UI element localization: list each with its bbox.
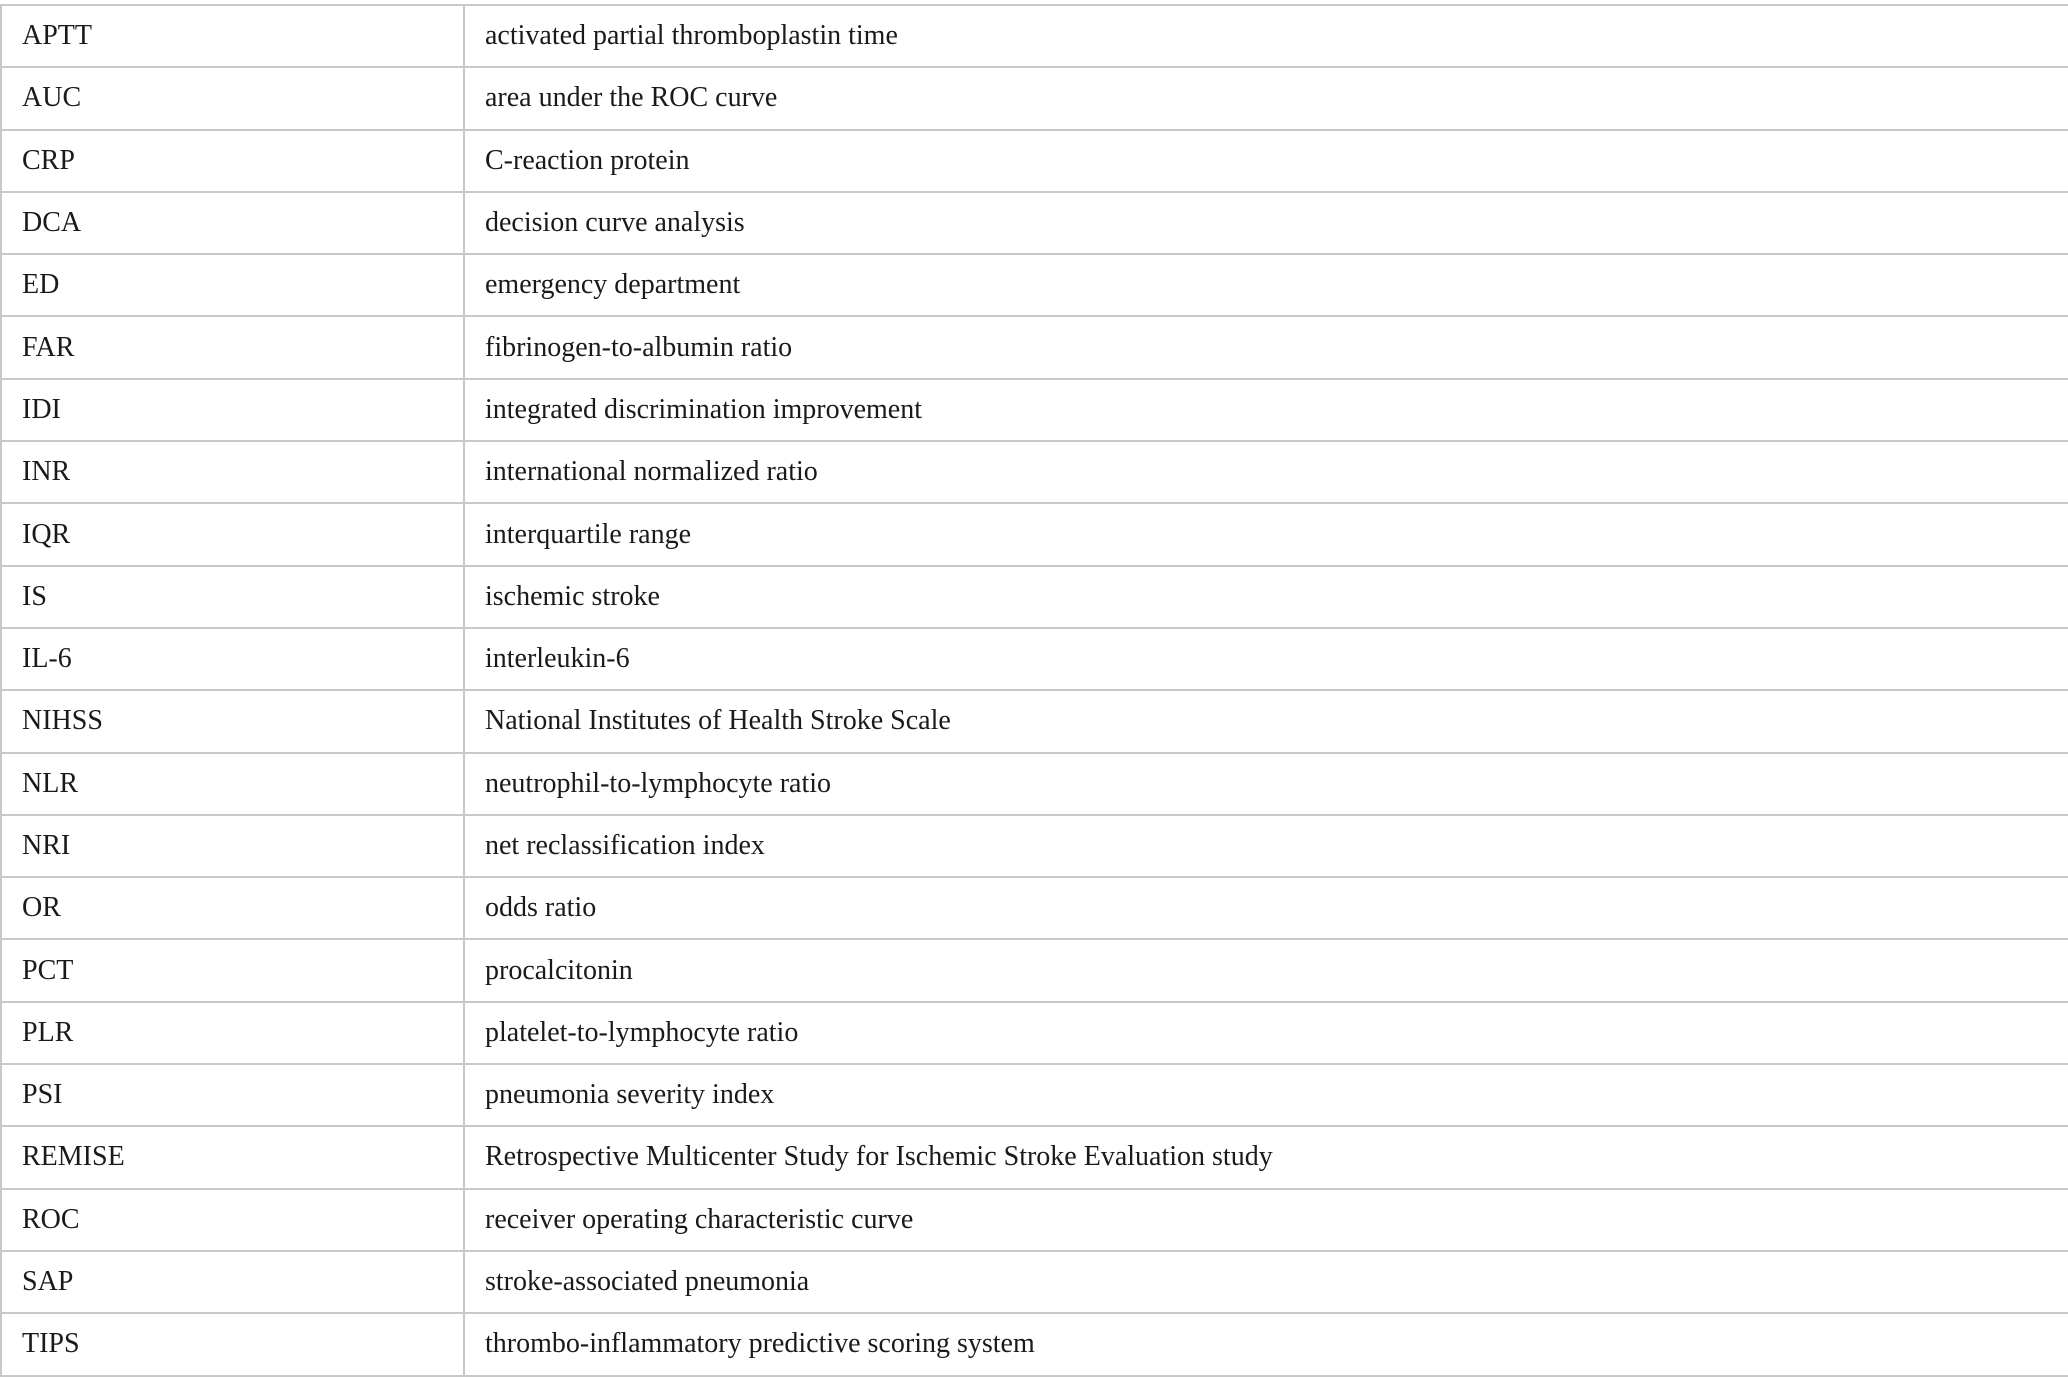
abbreviation-cell: IL-6 [1,628,464,690]
abbreviation-cell: NRI [1,815,464,877]
table-row [1,379,2068,441]
table-row [1,254,2068,316]
abbreviation-cell: IS [1,566,464,628]
abbreviation-cell: AUC [1,67,464,129]
table-row [1,566,2068,628]
definition-cell: international normalized ratio [464,441,2068,503]
definition-cell: neutrophil-to-lymphocyte ratio [464,753,2068,815]
definition-cell: Retrospective Multicenter Study for Ischemic Stroke Evaluation study [464,1126,2068,1188]
abbreviation-cell: IDI [1,379,464,441]
table-row [1,815,2068,877]
abbreviation-cell: FAR [1,316,464,378]
definition-cell: emergency department [464,254,2068,316]
abbreviation-cell: PCT [1,939,464,1001]
definition-cell: receiver operating characteristic curve [464,1189,2068,1251]
definition-cell: stroke-associated pneumonia [464,1251,2068,1313]
table-row [1,939,2068,1001]
abbreviation-cell: SAP [1,1251,464,1313]
abbreviation-cell: NLR [1,753,464,815]
table-row [1,1126,2068,1188]
abbreviation-cell: APTT [1,5,464,67]
definition-cell: decision curve analysis [464,192,2068,254]
definition-cell: integrated discrimination improvement [464,379,2068,441]
abbreviation-cell: ROC [1,1189,464,1251]
table-row [1,1064,2068,1126]
abbreviation-cell: TIPS [1,1313,464,1375]
definition-cell: area under the ROC curve [464,67,2068,129]
definition-cell: C-reaction protein [464,130,2068,192]
table-row [1,753,2068,815]
abbreviations-table-body [1,5,2068,1376]
table-row [1,1313,2068,1375]
abbreviation-cell: CRP [1,130,464,192]
definition-cell: net reclassification index [464,815,2068,877]
abbreviation-cell: INR [1,441,464,503]
table-row [1,316,2068,378]
table-row [1,690,2068,752]
table-row [1,1002,2068,1064]
abbreviation-cell: OR [1,877,464,939]
abbreviation-cell: IQR [1,503,464,565]
definition-cell: National Institutes of Health Stroke Scale [464,690,2068,752]
table-row [1,192,2068,254]
table-row [1,1251,2068,1313]
table-row [1,503,2068,565]
definition-cell: ischemic stroke [464,566,2068,628]
definition-cell: fibrinogen-to-albumin ratio [464,316,2068,378]
abbreviation-cell: NIHSS [1,690,464,752]
abbreviation-cell: DCA [1,192,464,254]
definition-cell: interquartile range [464,503,2068,565]
definition-cell: platelet-to-lymphocyte ratio [464,1002,2068,1064]
definition-cell: pneumonia severity index [464,1064,2068,1126]
abbreviations-table [0,4,2068,1377]
definition-cell: activated partial thromboplastin time [464,5,2068,67]
table-row [1,67,2068,129]
table-row [1,5,2068,67]
definition-cell: thrombo-inflammatory predictive scoring system [464,1313,2068,1375]
abbreviation-cell: PSI [1,1064,464,1126]
abbreviation-cell: PLR [1,1002,464,1064]
table-row [1,877,2068,939]
abbreviation-cell: REMISE [1,1126,464,1188]
table-row [1,628,2068,690]
table-row [1,130,2068,192]
definition-cell: procalcitonin [464,939,2068,1001]
definition-cell: odds ratio [464,877,2068,939]
abbreviation-cell: ED [1,254,464,316]
table-row [1,1189,2068,1251]
table-row [1,441,2068,503]
definition-cell: interleukin-6 [464,628,2068,690]
